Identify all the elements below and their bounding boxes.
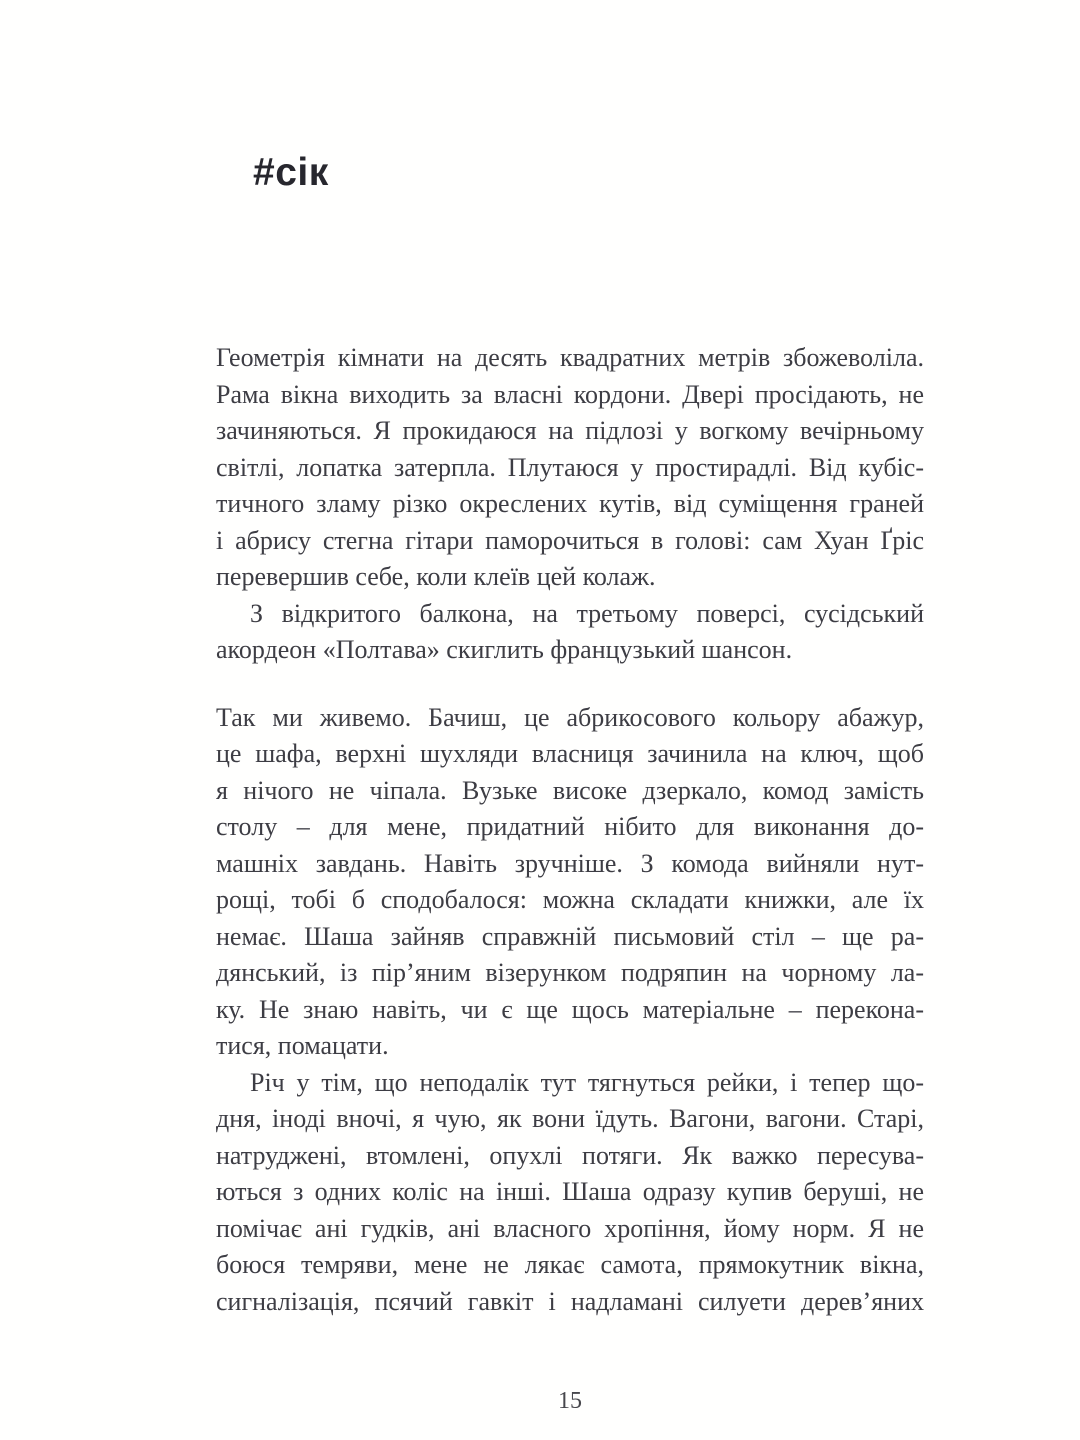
text-line: боюся темряви, мене не лякає самота, прямокутник вікна,: [216, 1250, 924, 1279]
text-line: сигналізація, псячий гавкіт і надламані силуети дерев’яних: [216, 1286, 924, 1316]
text-line: дянський, із пір’яним візерунком подряпин на чорному ла-: [216, 958, 924, 987]
text-line: я нічого не чіпала. Вузьке високе дзеркало, комод замість: [216, 775, 924, 805]
text-line: і абрису стегна гітари паморочиться в голові: сам Хуан Ґріс: [216, 525, 924, 555]
text-line: Геометрія кімнати на десять квадратних метрів збожеволіла.: [216, 343, 924, 372]
text-line: це шафа, верхні шухляди власниця зачинила на ключ, щоб: [216, 739, 924, 768]
text-line: ються з одних коліс на інші. Шаша одразу купив беруші, не: [216, 1177, 924, 1206]
text-line: натруджені, втомлені, опухлі потяги. Як важко пересува-: [216, 1140, 924, 1170]
text-line: перевершив себе, коли клеїв цей колаж.: [216, 562, 656, 591]
chapter-title: #сік: [253, 151, 329, 194]
text-line: зачиняються. Я прокидаюся на підлозі у вогкому вечірньому: [216, 416, 924, 445]
text-line: немає. Шаша зайняв справжній письмовий стіл – ще ра-: [216, 921, 924, 951]
text-line: ку. Не знаю навіть, чи є ще щось матеріальне – перекона-: [216, 994, 924, 1024]
text-line: рощі, тобі б сподобалося: можна складати книжки, але їх: [216, 885, 924, 914]
body-text-block: [216, 340, 924, 1320]
text-line: машніх завдань. Навіть зручніше. З комода вийняли нут-: [216, 848, 924, 878]
page-number: 15: [558, 1388, 582, 1414]
text-line: дня, іноді вночі, я чую, як вони їдуть. Вагони, вагони. Старі,: [216, 1104, 924, 1133]
text-line: Так ми живемо. Бачиш, це абрикосового кольору абажур,: [216, 702, 924, 732]
text-line: Рама вікна виходить за власні кордони. Двері просідають, не: [216, 379, 924, 409]
text-line: світлі, лопатка затерпла. Плутаюся у простирадлі. Від кубіс-: [216, 452, 924, 482]
text-line: столу – для мене, придатний нібито для виконання до-: [216, 812, 924, 841]
text-line: акордеон «Полтава» скиглить французький шансон.: [216, 635, 793, 664]
text-line: тичного зламу різко окреслених кутів, від суміщення граней: [216, 489, 924, 518]
text-line: З відкритого балкона, на третьому поверсі, сусідський: [250, 598, 924, 628]
text-line: Річ у тім, що неподалік тут тягнуться рейки, і тепер що-: [250, 1067, 924, 1097]
text-line: помічає ані гудків, ані власного хропіння, йому норм. Я не: [216, 1213, 924, 1243]
text-line: тися, помацати.: [216, 1031, 389, 1060]
